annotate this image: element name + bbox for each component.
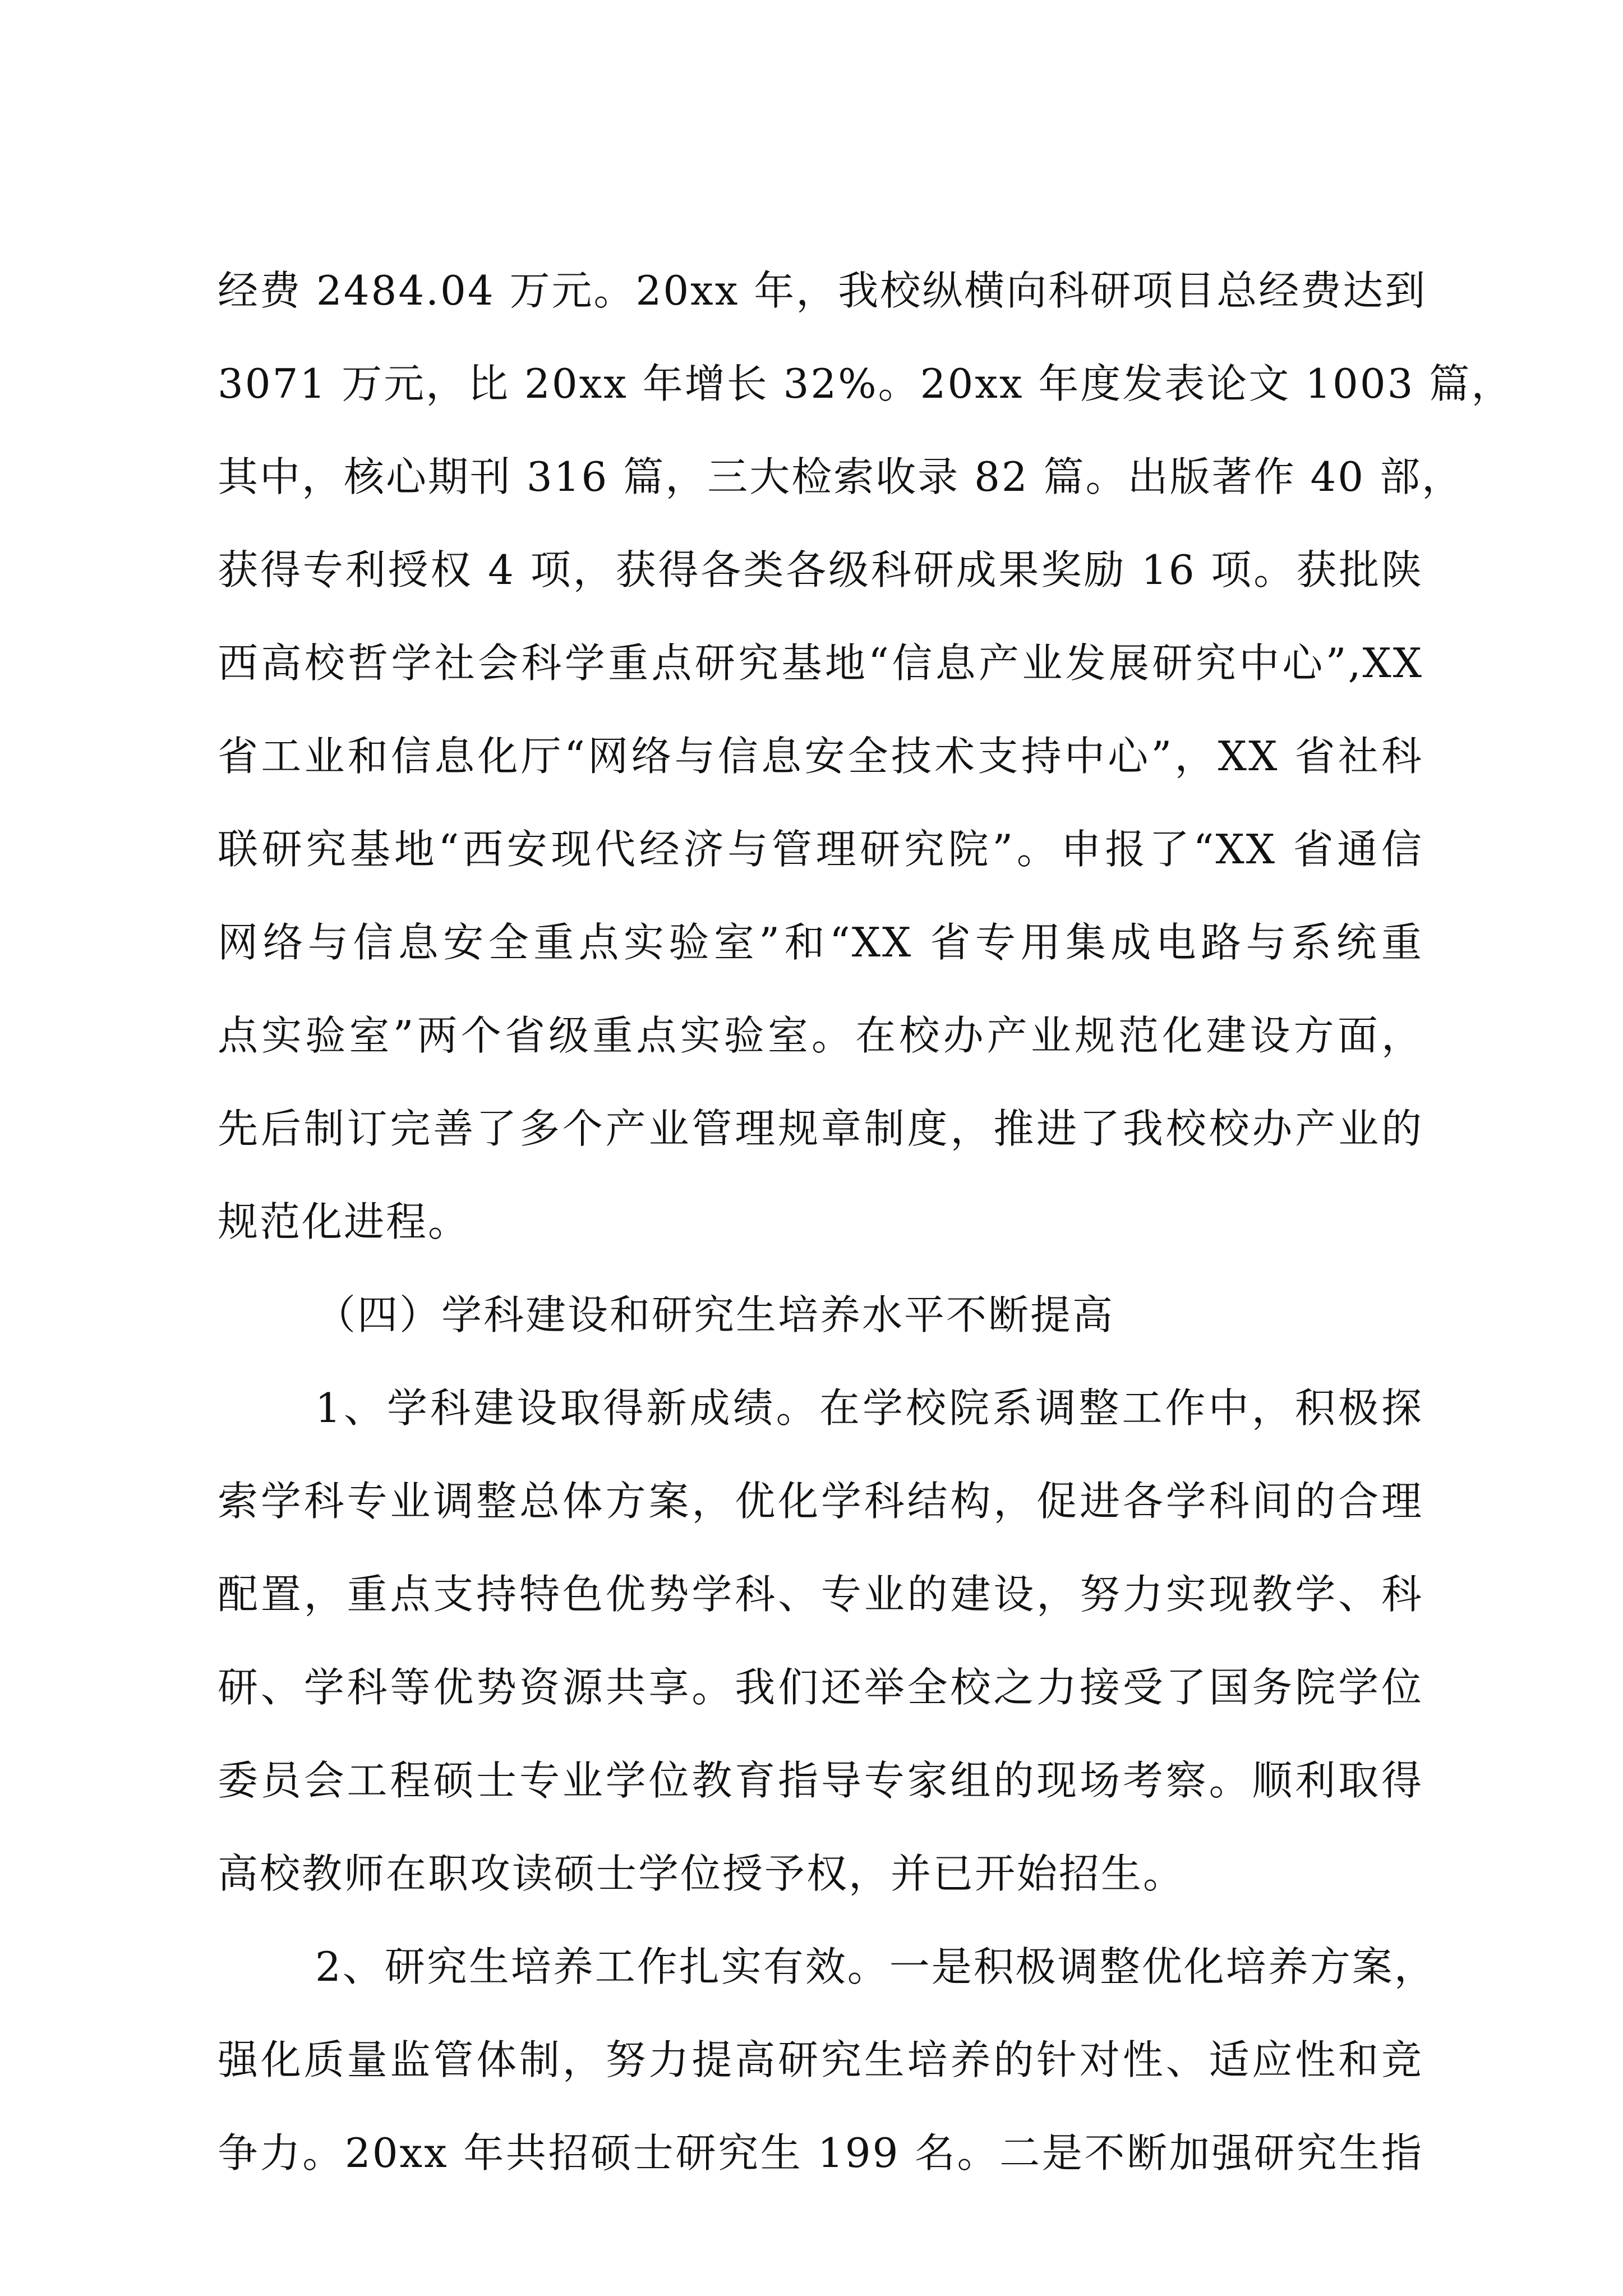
paragraph-line: 获得专利授权 4 项，获得各类各级科研成果奖励 16 项。获批陕 <box>218 546 1423 593</box>
paragraph-line: 强化质量监管体制，努力提高研究生培养的针对性、适应性和竞 <box>218 2036 1423 2083</box>
paragraph-line: 委员会工程硕士专业学位教育指导专家组的现场考察。顺利取得 <box>218 1757 1423 1804</box>
paragraph-line: 索学科专业调整总体方案，优化学科结构，促进各学科间的合理 <box>218 1478 1423 1525</box>
paragraph-line: 西高校哲学社会科学重点研究基地“信息产业发展研究中心”,XX <box>218 639 1423 687</box>
paragraph-line: 经费 2484.04 万元。20xx 年，我校纵横向科研项目总经费达到 <box>218 267 1427 314</box>
paragraph-line: 3071 万元，比 20xx 年增长 32%。20xx 年度发表论文 1003 篇， <box>218 360 1514 407</box>
paragraph-line: 2、研究生培养工作扎实有效。一是积极调整优化培养方案， <box>315 1943 1436 1990</box>
paragraph-line: 网络与信息安全重点实验室”和“XX 省专用集成电路与系统重 <box>218 919 1423 966</box>
paragraph-line: 先后制订完善了多个产业管理规章制度，推进了我校校办产业的 <box>218 1105 1423 1152</box>
paragraph-line: 配置，重点支持特色优势学科、专业的建设，努力实现教学、科 <box>218 1571 1423 1618</box>
paragraph-line: 点实验室”两个省级重点实验室。在校办产业规范化建设方面， <box>218 1012 1423 1059</box>
section-heading: （四）学科建设和研究生培养水平不断提高 <box>315 1291 1115 1338</box>
paragraph-line: 省工业和信息化厅“网络与信息安全技术支持中心”，XX 省社科 <box>218 733 1423 780</box>
paragraph-line: 规范化进程。 <box>218 1198 471 1245</box>
paragraph-line: 联研究基地“西安现代经济与管理研究院”。申报了“XX 省通信 <box>218 826 1423 873</box>
paragraph-line: 研、学科等优势资源共享。我们还举全校之力接受了国务院学位 <box>218 1664 1423 1711</box>
paragraph-line: 争力。20xx 年共招硕士研究生 199 名。二是不断加强研究生指 <box>218 2129 1423 2177</box>
paragraph-line: 其中，核心期刊 316 篇，三大检索收录 82 篇。出版著作 40 部， <box>218 453 1464 500</box>
paragraph-line: 高校教师在职攻读硕士学位授予权，并已开始招生。 <box>218 1850 1186 1897</box>
paragraph-line: 1、学科建设取得新成绩。在学校院系调整工作中，积极探 <box>315 1384 1423 1432</box>
